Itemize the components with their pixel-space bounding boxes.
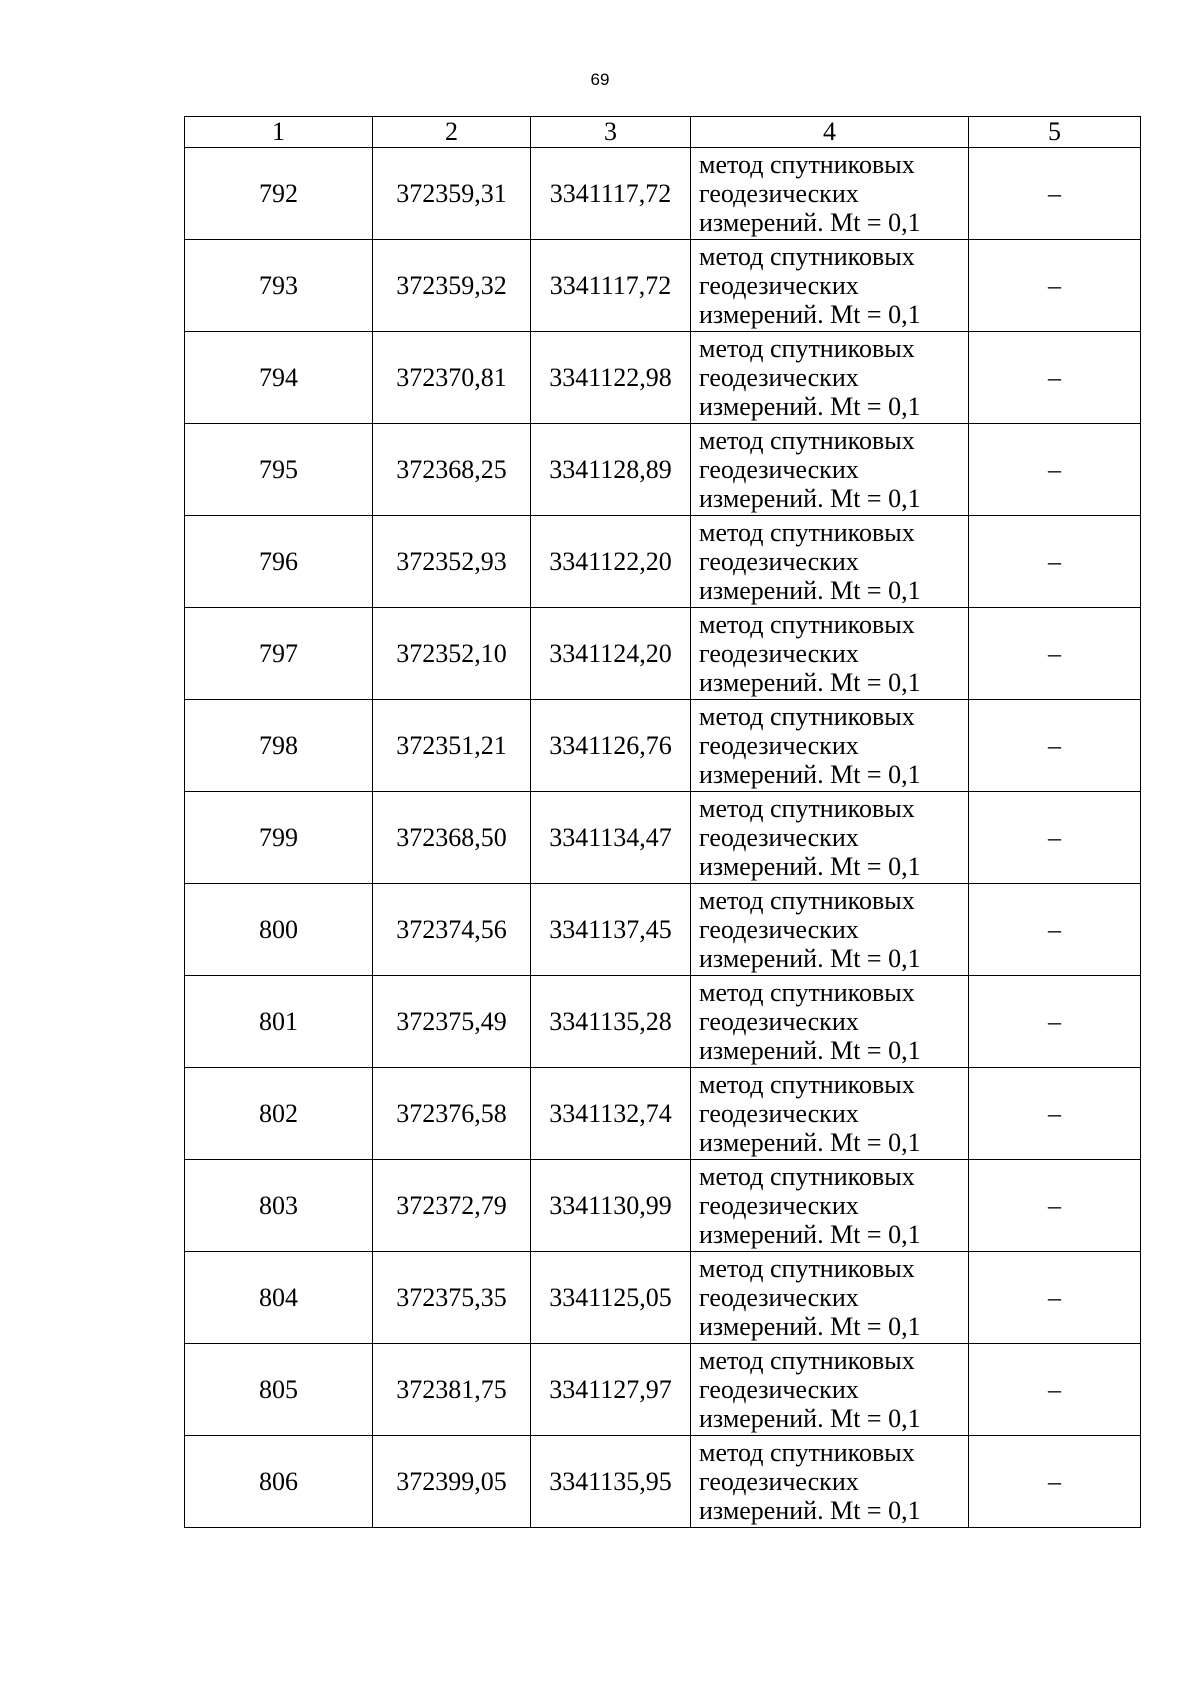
method-text-line: измерений. Mt = 0,1 bbox=[699, 944, 921, 973]
method-text-line: измерений. Mt = 0,1 bbox=[699, 1128, 921, 1157]
method-cell bbox=[691, 424, 969, 516]
method-text-line: измерений. Mt = 0,1 bbox=[699, 1312, 921, 1341]
point-number-cell: 796 bbox=[185, 516, 373, 608]
table-row bbox=[185, 884, 1141, 976]
method-text-line: измерений. Mt = 0,1 bbox=[699, 1220, 921, 1249]
method-text-line: метод спутниковых bbox=[699, 886, 915, 915]
table-row bbox=[185, 608, 1141, 700]
method-text-line: измерений. Mt = 0,1 bbox=[699, 300, 921, 329]
x-coordinate-cell: 372381,75 bbox=[373, 1344, 531, 1436]
method-text-line: метод спутниковых bbox=[699, 1254, 915, 1283]
note-cell: – bbox=[969, 332, 1141, 424]
table-row bbox=[185, 1160, 1141, 1252]
x-coordinate-cell: 372368,25 bbox=[373, 424, 531, 516]
y-coordinate-cell: 3341127,97 bbox=[531, 1344, 691, 1436]
y-coordinate-cell: 3341117,72 bbox=[531, 148, 691, 240]
method-text-line: метод спутниковых bbox=[699, 702, 915, 731]
table-row bbox=[185, 424, 1141, 516]
method-cell bbox=[691, 516, 969, 608]
method-text-line: измерений. Mt = 0,1 bbox=[699, 208, 921, 237]
point-number-cell: 802 bbox=[185, 1068, 373, 1160]
method-text-line: геодезических bbox=[699, 1375, 859, 1404]
table-row bbox=[185, 240, 1141, 332]
y-coordinate-cell: 3341137,45 bbox=[531, 884, 691, 976]
y-coordinate-cell: 3341125,05 bbox=[531, 1252, 691, 1344]
method-text-line: измерений. Mt = 0,1 bbox=[699, 1496, 921, 1525]
note-cell: – bbox=[969, 1068, 1141, 1160]
method-text-line: метод спутниковых bbox=[699, 1438, 915, 1467]
point-number-cell: 798 bbox=[185, 700, 373, 792]
point-number-cell: 800 bbox=[185, 884, 373, 976]
x-coordinate-cell: 372372,79 bbox=[373, 1160, 531, 1252]
point-number-cell: 794 bbox=[185, 332, 373, 424]
y-coordinate-cell: 3341124,20 bbox=[531, 608, 691, 700]
method-text-line: измерений. Mt = 0,1 bbox=[699, 576, 921, 605]
point-number-cell: 799 bbox=[185, 792, 373, 884]
method-text-line: геодезических bbox=[699, 639, 859, 668]
table-row bbox=[185, 1252, 1141, 1344]
x-coordinate-cell: 372375,35 bbox=[373, 1252, 531, 1344]
method-text-line: геодезических bbox=[699, 179, 859, 208]
method-text-line: геодезических bbox=[699, 731, 859, 760]
table-row bbox=[185, 332, 1141, 424]
point-number-cell: 792 bbox=[185, 148, 373, 240]
x-coordinate-cell: 372359,32 bbox=[373, 240, 531, 332]
table-row bbox=[185, 516, 1141, 608]
note-cell: – bbox=[969, 148, 1141, 240]
column-header: 2 bbox=[373, 117, 531, 148]
table-row bbox=[185, 976, 1141, 1068]
y-coordinate-cell: 3341135,28 bbox=[531, 976, 691, 1068]
method-text-line: измерений. Mt = 0,1 bbox=[699, 1404, 921, 1433]
method-cell bbox=[691, 884, 969, 976]
table-row bbox=[185, 1344, 1141, 1436]
y-coordinate-cell: 3341130,99 bbox=[531, 1160, 691, 1252]
x-coordinate-cell: 372352,10 bbox=[373, 608, 531, 700]
table-row bbox=[185, 148, 1141, 240]
note-cell: – bbox=[969, 240, 1141, 332]
table-row bbox=[185, 1436, 1141, 1528]
column-header: 3 bbox=[531, 117, 691, 148]
note-cell: – bbox=[969, 1252, 1141, 1344]
method-text-line: измерений. Mt = 0,1 bbox=[699, 1036, 921, 1065]
method-text-line: геодезических bbox=[699, 363, 859, 392]
method-cell bbox=[691, 332, 969, 424]
method-text-line: метод спутниковых bbox=[699, 518, 915, 547]
method-cell bbox=[691, 792, 969, 884]
method-text-line: геодезических bbox=[699, 1467, 859, 1496]
y-coordinate-cell: 3341135,95 bbox=[531, 1436, 691, 1528]
method-text-line: метод спутниковых bbox=[699, 334, 915, 363]
method-text-line: геодезических bbox=[699, 271, 859, 300]
note-cell: – bbox=[969, 700, 1141, 792]
x-coordinate-cell: 372359,31 bbox=[373, 148, 531, 240]
note-cell: – bbox=[969, 424, 1141, 516]
method-text-line: метод спутниковых bbox=[699, 242, 915, 271]
method-text-line: измерений. Mt = 0,1 bbox=[699, 392, 921, 421]
method-cell bbox=[691, 1252, 969, 1344]
y-coordinate-cell: 3341122,98 bbox=[531, 332, 691, 424]
x-coordinate-cell: 372368,50 bbox=[373, 792, 531, 884]
method-text-line: геодезических bbox=[699, 823, 859, 852]
method-text-line: метод спутниковых bbox=[699, 150, 915, 179]
column-header: 1 bbox=[185, 117, 373, 148]
table-row bbox=[185, 792, 1141, 884]
method-text-line: измерений. Mt = 0,1 bbox=[699, 668, 921, 697]
x-coordinate-cell: 372370,81 bbox=[373, 332, 531, 424]
method-text-line: измерений. Mt = 0,1 bbox=[699, 852, 921, 881]
point-number-cell: 801 bbox=[185, 976, 373, 1068]
x-coordinate-cell: 372374,56 bbox=[373, 884, 531, 976]
method-text-line: геодезических bbox=[699, 1007, 859, 1036]
x-coordinate-cell: 372376,58 bbox=[373, 1068, 531, 1160]
method-cell bbox=[691, 1436, 969, 1528]
method-cell bbox=[691, 1068, 969, 1160]
note-cell: – bbox=[969, 884, 1141, 976]
note-cell: – bbox=[969, 1160, 1141, 1252]
point-number-cell: 805 bbox=[185, 1344, 373, 1436]
method-text-line: метод спутниковых bbox=[699, 1346, 915, 1375]
table-row bbox=[185, 1068, 1141, 1160]
method-text-line: измерений. Mt = 0,1 bbox=[699, 484, 921, 513]
note-cell: – bbox=[969, 792, 1141, 884]
method-cell bbox=[691, 240, 969, 332]
y-coordinate-cell: 3341126,76 bbox=[531, 700, 691, 792]
page-number: 69 bbox=[590, 70, 610, 89]
method-text-line: геодезических bbox=[699, 1191, 859, 1220]
table-body bbox=[185, 117, 1141, 1528]
y-coordinate-cell: 3341117,72 bbox=[531, 240, 691, 332]
point-number-cell: 804 bbox=[185, 1252, 373, 1344]
x-coordinate-cell: 372375,49 bbox=[373, 976, 531, 1068]
column-header: 4 bbox=[691, 117, 969, 148]
method-cell bbox=[691, 1344, 969, 1436]
method-cell bbox=[691, 700, 969, 792]
method-text-line: геодезических bbox=[699, 547, 859, 576]
method-cell bbox=[691, 976, 969, 1068]
point-number-cell: 806 bbox=[185, 1436, 373, 1528]
method-text-line: геодезических bbox=[699, 1283, 859, 1312]
y-coordinate-cell: 3341128,89 bbox=[531, 424, 691, 516]
note-cell: – bbox=[969, 516, 1141, 608]
note-cell: – bbox=[969, 1344, 1141, 1436]
note-cell: – bbox=[969, 1436, 1141, 1528]
method-text-line: метод спутниковых bbox=[699, 1070, 915, 1099]
column-header: 5 bbox=[969, 117, 1141, 148]
method-cell bbox=[691, 148, 969, 240]
point-number-cell: 803 bbox=[185, 1160, 373, 1252]
point-number-cell: 795 bbox=[185, 424, 373, 516]
method-text-line: метод спутниковых bbox=[699, 978, 915, 1007]
method-text-line: метод спутниковых bbox=[699, 1162, 915, 1191]
point-number-cell: 793 bbox=[185, 240, 373, 332]
y-coordinate-cell: 3341132,74 bbox=[531, 1068, 691, 1160]
method-text-line: геодезических bbox=[699, 455, 859, 484]
method-text-line: метод спутниковых bbox=[699, 794, 915, 823]
x-coordinate-cell: 372399,05 bbox=[373, 1436, 531, 1528]
point-number-cell: 797 bbox=[185, 608, 373, 700]
method-cell bbox=[691, 608, 969, 700]
method-text-line: геодезических bbox=[699, 1099, 859, 1128]
note-cell: – bbox=[969, 976, 1141, 1068]
x-coordinate-cell: 372351,21 bbox=[373, 700, 531, 792]
coordinates-table bbox=[184, 116, 1141, 1528]
y-coordinate-cell: 3341134,47 bbox=[531, 792, 691, 884]
method-text-line: метод спутниковых bbox=[699, 426, 915, 455]
method-text-line: метод спутниковых bbox=[699, 610, 915, 639]
method-cell bbox=[691, 1160, 969, 1252]
method-text-line: измерений. Mt = 0,1 bbox=[699, 760, 921, 789]
note-cell: – bbox=[969, 608, 1141, 700]
table-header-row bbox=[185, 117, 1141, 148]
method-text-line: геодезических bbox=[699, 915, 859, 944]
y-coordinate-cell: 3341122,20 bbox=[531, 516, 691, 608]
x-coordinate-cell: 372352,93 bbox=[373, 516, 531, 608]
table-row bbox=[185, 700, 1141, 792]
